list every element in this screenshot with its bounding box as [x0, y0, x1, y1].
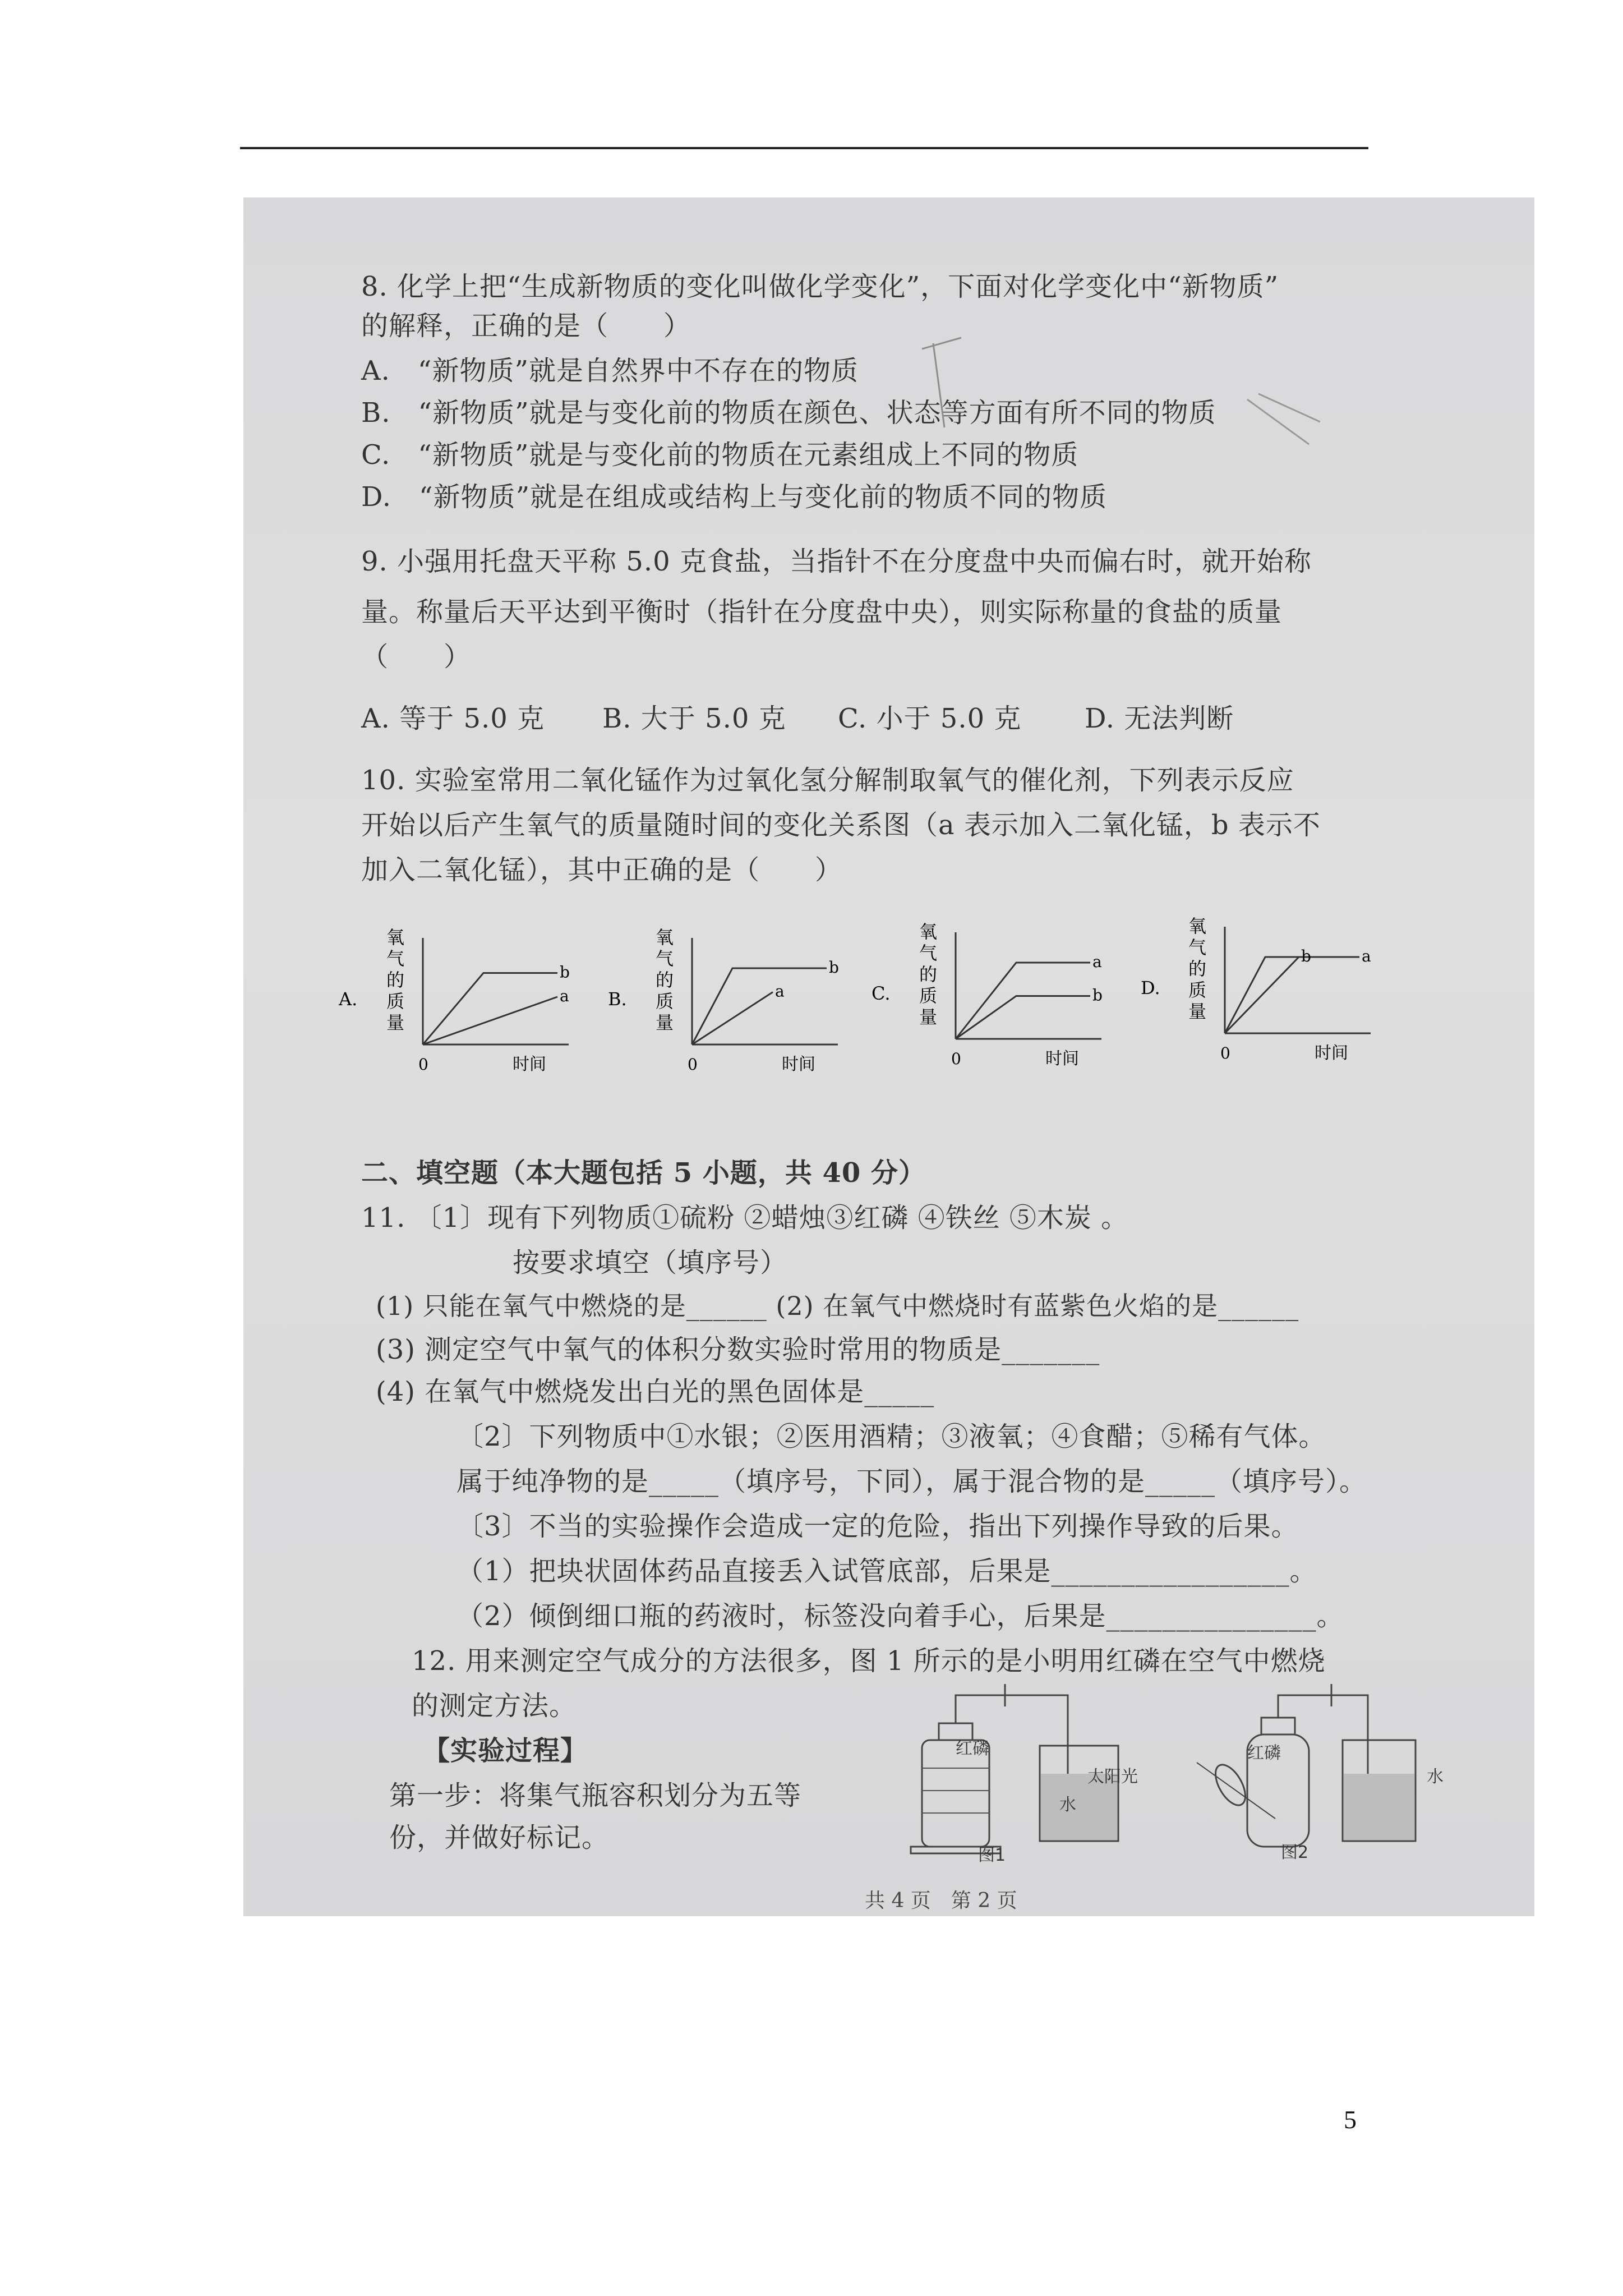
- figure-2-label-water: 水: [1427, 1767, 1444, 1787]
- chart-ylabel-char: 量: [656, 1012, 674, 1033]
- q11-line8: 〔3〕不当的实验操作会造成一定的危险，指出下列操作导致的后果。: [457, 1511, 1299, 1542]
- q9-line2: 量。称量后天平达到平衡时（指针在分度盘中央），则实际称量的食盐的质量: [361, 596, 1283, 628]
- pencil-mark-2: [1242, 388, 1331, 455]
- chart-option-letter: B.: [608, 988, 627, 1010]
- chart-option-0: [333, 921, 580, 1106]
- figure-1-label-phosphorus: 红磷: [956, 1739, 989, 1759]
- exam-sheet: [243, 197, 1534, 1916]
- q9-option-d: D. 无法判断: [1085, 703, 1234, 734]
- q11-line6: 〔2〕下列物质中①水银；②医用酒精；③液氧；④食醋；⑤稀有气体。: [457, 1421, 1326, 1452]
- q11-line5: (4) 在氧气中燃烧发出白光的黑色固体是_____: [376, 1376, 935, 1407]
- chart-option-letter: A.: [339, 988, 358, 1010]
- figure-1-caption: 图1: [978, 1846, 1006, 1865]
- chart-ylabel-char: 量: [1188, 1001, 1207, 1022]
- q12-line1: 12. 用来测定空气成分的方法很多，图 1 所示的是小明用红磷在空气中燃烧: [412, 1645, 1326, 1677]
- chart-origin-label: 0: [688, 1055, 698, 1074]
- exam-photo: [243, 197, 1534, 1916]
- q11-line10: （2）倾倒细口瓶的药液时，标签没向着手心，后果是_______________。: [457, 1600, 1344, 1632]
- q11-line4: (3) 测定空气中氧气的体积分数实验时常用的物质是_______: [376, 1334, 1100, 1365]
- chart-ylabel-char: 氧: [1188, 915, 1207, 937]
- chart-series-label: b: [1301, 947, 1311, 965]
- figure-2-caption: 图2: [1281, 1843, 1309, 1862]
- chart-ylabel-char: 气: [1188, 937, 1207, 958]
- header-rule: [240, 147, 1368, 149]
- q11-line3: (1) 只能在氧气中燃烧的是______ (2) 在氧气中燃烧时有蓝紫色火焰的是______: [376, 1291, 1299, 1321]
- q9-option-b: B. 大于 5.0 克: [602, 703, 786, 734]
- q12-line5: 份，并做好标记。: [389, 1822, 610, 1853]
- q8-option-c: C. “新物质”就是与变化前的物质在元素组成上不同的物质: [361, 439, 1079, 471]
- chart-origin-label: 0: [951, 1050, 961, 1068]
- chart-ylabel-char: 氧: [919, 921, 938, 942]
- figure-2-apparatus: [1180, 1678, 1460, 1864]
- chart-series-a: [692, 992, 773, 1045]
- q11-line2: 按要求填空（填序号）: [513, 1247, 788, 1278]
- chart-ylabel-char: 气: [919, 942, 938, 964]
- chart-series-label: b: [560, 963, 570, 982]
- chart-ylabel-char: 的: [1188, 958, 1207, 979]
- chart-option-1: [602, 921, 849, 1106]
- chart-option-letter: D.: [1141, 977, 1160, 999]
- sheet-footer: 共 4 页 第 2 页: [865, 1889, 1017, 1912]
- q11-line9: （1）把块状固体药品直接丢入试管底部，后果是_________________。: [457, 1556, 1317, 1587]
- chart-origin-label: 0: [1220, 1044, 1230, 1062]
- chart-series-label: a: [560, 987, 569, 1005]
- figure-1-label-water: 水: [1059, 1795, 1076, 1815]
- q8-option-a: A. “新物质”就是自然界中不存在的物质: [361, 355, 859, 386]
- q12-line2: 的测定方法。: [412, 1690, 577, 1722]
- figure-2-label-sunlight: 太阳光: [1087, 1767, 1138, 1787]
- chart-series-label: a: [1092, 953, 1102, 971]
- chart-ylabel-char: 质: [656, 991, 674, 1012]
- chart-xlabel: 时间: [1315, 1043, 1348, 1063]
- chart-ylabel-char: 气: [656, 948, 674, 969]
- q11-line7: 属于纯净物的是_____（填序号，下同），属于混合物的是_____（填序号）。: [457, 1466, 1367, 1497]
- chart-ylabel-char: 的: [656, 969, 674, 991]
- q12-line4: 第一步：将集气瓶容积划分为五等: [389, 1780, 802, 1811]
- chart-series-label: a: [775, 982, 785, 1001]
- q9-option-a: A. 等于 5.0 克: [361, 703, 545, 734]
- q10-line2: 开始以后产生氧气的质量随时间的变化关系图（a 表示加入二氧化锰，b 表示不: [361, 809, 1321, 841]
- chart-ylabel-char: 质: [386, 991, 405, 1012]
- chart-xlabel: 时间: [1045, 1049, 1079, 1069]
- chart-option-2: [866, 915, 1113, 1101]
- chart-option-letter: C.: [872, 983, 891, 1004]
- q8-option-b: B. “新物质”就是与变化前的物质在颜色、状态等方面有所不同的物质: [361, 397, 1216, 429]
- chart-series-label: b: [829, 958, 839, 977]
- q9-line1: 9. 小强用托盘天平称 5.0 克食盐，当指针不在分度盘中央而偏右时，就开始称: [361, 546, 1312, 577]
- chart-series-b: [1225, 957, 1299, 1033]
- q9-option-c: C. 小于 5.0 克: [838, 703, 1022, 734]
- chart-series-a: [1225, 957, 1359, 1033]
- q8-line1: 8. 化学上把“生成新物质的变化叫做化学变化”，下面对化学变化中“新物质”: [361, 271, 1279, 302]
- chart-series-a: [956, 963, 1090, 1039]
- chart-ylabel-char: 的: [386, 969, 405, 991]
- chart-ylabel-char: 气: [386, 948, 405, 969]
- chart-series-label: a: [1362, 947, 1371, 965]
- q9-line3: （ ）: [361, 641, 472, 673]
- chart-ylabel-char: 的: [919, 964, 938, 985]
- chart-ylabel-char: 质: [919, 985, 938, 1006]
- q12-line3: 【实验过程】: [423, 1735, 588, 1766]
- q10-line3: 加入二氧化锰），其中正确的是（ ）: [361, 854, 843, 886]
- q10-line1: 10. 实验室常用二氧化锰作为过氧化氢分解制取氧气的催化剂，下列表示反应: [361, 765, 1294, 796]
- chart-ylabel-char: 氧: [386, 927, 405, 948]
- chart-origin-label: 0: [418, 1055, 428, 1074]
- q11-line1: 11. 〔1〕现有下列物质①硫粉 ②蜡烛③红磷 ④铁丝 ⑤木炭 。: [361, 1202, 1129, 1234]
- chart-series-b: [423, 973, 557, 1045]
- chart-series-b: [692, 968, 827, 1045]
- chart-xlabel: 时间: [513, 1055, 546, 1074]
- chart-ylabel-char: 氧: [656, 927, 674, 948]
- q8-line2: 的解释，正确的是（ ）: [361, 310, 691, 342]
- page-number: 5: [1344, 2105, 1357, 2134]
- chart-option-3: [1135, 910, 1382, 1095]
- chart-ylabel-char: 量: [919, 1006, 938, 1028]
- pencil-mark: [911, 332, 1012, 444]
- chart-xlabel: 时间: [782, 1055, 815, 1074]
- section2-title: 二、填空题（本大题包括 5 小题，共 40 分）: [361, 1157, 926, 1189]
- q8-option-d: D. “新物质”就是在组成或结构上与变化前的物质不同的物质: [361, 481, 1108, 513]
- chart-ylabel-char: 量: [386, 1012, 405, 1033]
- chart-series-label: b: [1092, 986, 1103, 1005]
- figure-2-label-phosphorus: 红磷: [1247, 1743, 1281, 1763]
- chart-series-b: [956, 996, 1090, 1039]
- chart-ylabel-char: 质: [1188, 979, 1207, 1001]
